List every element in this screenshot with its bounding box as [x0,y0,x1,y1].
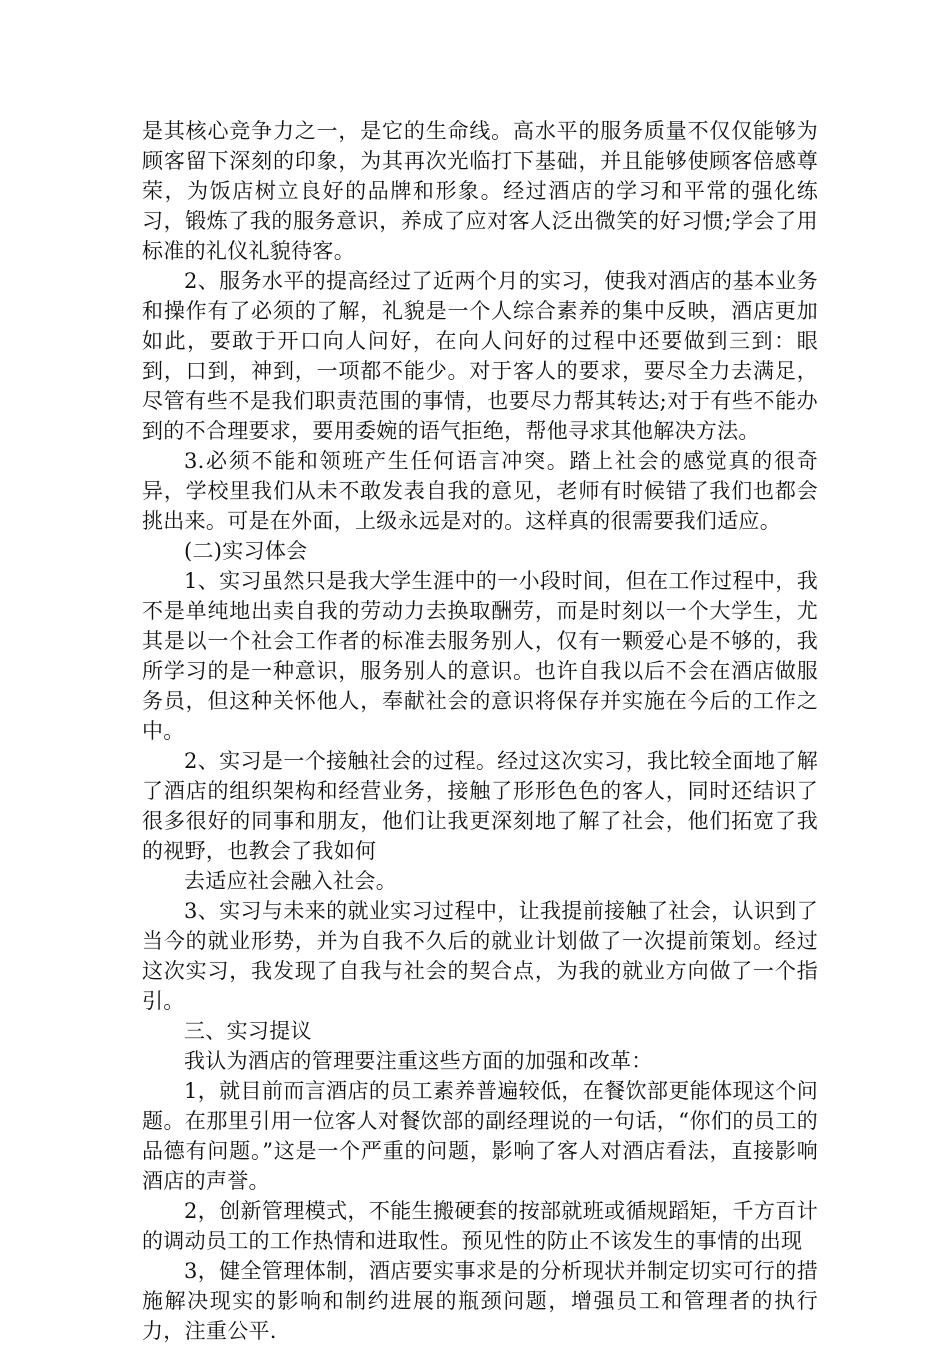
paragraph-suggestion-1: 1，就目前而言酒店的员工素养普遍较低，在餐饮部更能体现这个问题。在那里引用一位客人对餐饮部的副经理说的一句话，“你们的员工的品德有问题。”这是一个严重的问题，影响了客人对酒店看法，直接影响酒店的声誉。 [142,1079,818,1193]
paragraph-continuation: 是其核心竞争力之一，是它的生命线。高水平的服务质量不仅仅能够为顾客留下深刻的印象，为其再次光临打下基础，并且能够使顾客倍感尊荣，为饭店树立良好的品牌和形象。经过酒店的学习和平常的强化练习，锻炼了我的服务意识，养成了应对客人泛出微笑的好习惯;学会了用标准的礼仪礼貌待客。 [142,119,818,263]
document-page [142,116,818,1346]
paragraph-suggestion-3: 3，健全管理体制，酒店要实事求是的分析现状并制定切实可行的措施解决现实的影响和制约进展的瓶颈问题，增强员工和管理者的执行力，注重公平. [142,1259,818,1343]
paragraph-no-conflict: 3.必须不能和领班产生任何语言冲突。踏上社会的感觉真的很奇异，学校里我们从未不敢发表自我的意见，老师有时候错了我们也都会挑出来。可是在外面，上级永远是对的。这样真的很需要我们适应。 [142,449,818,533]
section-heading-suggestions: 三、实习提议 [184,1019,312,1043]
paragraph-experience-3: 3、实习与未来的就业实习过程中，让我提前接触了社会，认识到了当今的就业形势，并为自我不久后的就业计划做了一次提前策划。经过这次实习，我发现了自我与社会的契合点，为我的就业方向做了一个指引。 [142,899,818,1013]
paragraph-experience-2: 2、实习是一个接触社会的过程。经过这次实习，我比较全面地了解了酒店的组织架构和经营业务，接触了形形色色的客人，同时还结识了很多很好的同事和朋友，他们让我更深刻地了解了社会，他们拓宽了我的视野，也教会了我如何 [142,749,818,863]
paragraph-service-level: 2、服务水平的提高经过了近两个月的实习，使我对酒店的基本业务和操作有了必须的了解，礼貌是一个人综合素养的集中反映，酒店更加如此，要敢于开口向人问好，在向人问好的过程中还要做到三到：眼到，口到，神到，一项都不能少。对于客人的要求，要尽全力去满足，尽管有些不是我们职责范围的事情，也要尽力帮其转达;对于有些不能办到的不合理要求，要用委婉的语气拒绝，帮他寻求其他解决方法。 [142,269,818,443]
paragraph-experience-1: 1、实习虽然只是我大学生涯中的一小段时间，但在工作过程中，我不是单纯地出卖自我的劳动力去换取酬劳，而是时刻以一个大学生，尤其是以一个社会工作者的标准去服务别人，仅有一颗爱心是不够的，我所学习的是一种意识，服务别人的意识。也许自我以后不会在酒店做服务员，但这种关怀他人，奉献社会的意识将保存并实施在今后的工作之中。 [142,569,818,743]
paragraph-experience-2-tail: 去适应社会融入社会。 [184,869,397,893]
paragraph-suggestion-2: 2，创新管理模式，不能生搬硬套的按部就班或循规蹈矩，千方百计的调动员工的工作热情和进取性。预见性的防止不该发生的事情的出现 [142,1199,818,1253]
section-heading-experience: (二)实习体会 [184,539,308,563]
paragraph-suggestions-intro: 我认为酒店的管理要注重这些方面的加强和改革： [184,1049,653,1073]
